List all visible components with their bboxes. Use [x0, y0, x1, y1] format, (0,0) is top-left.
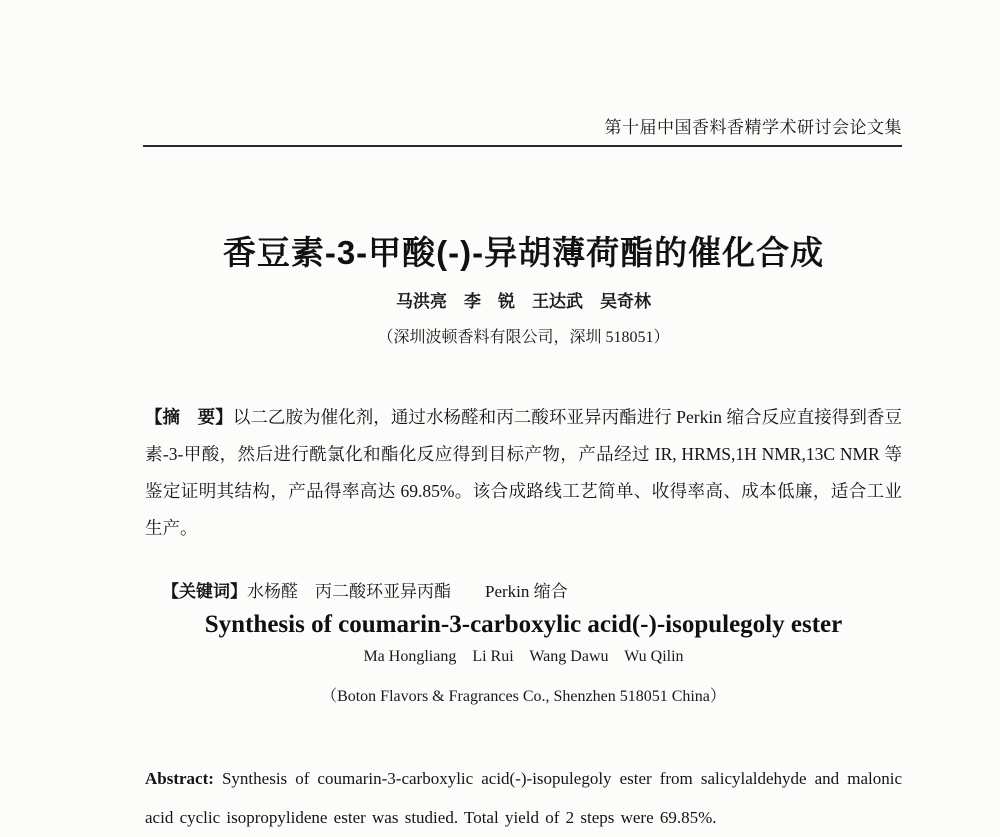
- keywords-label-zh: 【关键词】: [162, 582, 247, 601]
- keywords-text-zh: 水杨醛 丙二酸环亚异丙酯 Perkin 缩合: [247, 582, 568, 601]
- authors-zh: 马洪亮 李 锐 王达武 吴奇林: [396, 292, 651, 311]
- proceedings-header: 第十届中国香料香精学术研讨会论文集: [604, 118, 902, 137]
- paper-title-en: Synthesis of coumarin-3-carboxylic acid(-)-isopulegoly ester: [204, 610, 843, 638]
- abstract-label-zh: 【摘 要】: [145, 406, 233, 427]
- affiliation-en: （Boton Flavors & Fragrances Co., Shenzhen 518051 China）: [321, 688, 726, 705]
- paper-title-zh: 香豆素-3-甲酸(-)-异胡薄荷酯的催化合成: [222, 234, 825, 272]
- abstract-text-zh: 以二乙胺为催化剂，通过水杨醛和丙二酸环亚异丙酯进行 Perkin 缩合反应直接得到香豆素-3-甲酸，然后进行酰氯化和酯化反应得到目标产物，产品经过 IR, HRMS,1H NMR,13C NMR 等鉴定证明其结构，产品得率高达 69.85%。该合成路线工艺简单、收得率高、成本低廉，适合工业生产。: [145, 406, 902, 538]
- authors-en: Ma Hongliang Li Rui Wang Dawu Wu Qilin: [363, 648, 684, 665]
- abstract-en: [145, 759, 902, 837]
- abstract-text-en: Synthesis of coumarin-3-carboxylic acid(-)-isopulegoly ester from salicylaldehyde and malonic acid cyclic isopropylidene ester was studied. Total yield of 2 steps were 69.85%.: [145, 769, 902, 827]
- abstract-label-en: Abstract:: [145, 769, 214, 788]
- abstract-zh: [145, 399, 902, 547]
- affiliation-zh: （深圳波顿香料有限公司，深圳 518051）: [377, 329, 670, 346]
- header-rule: [143, 145, 902, 147]
